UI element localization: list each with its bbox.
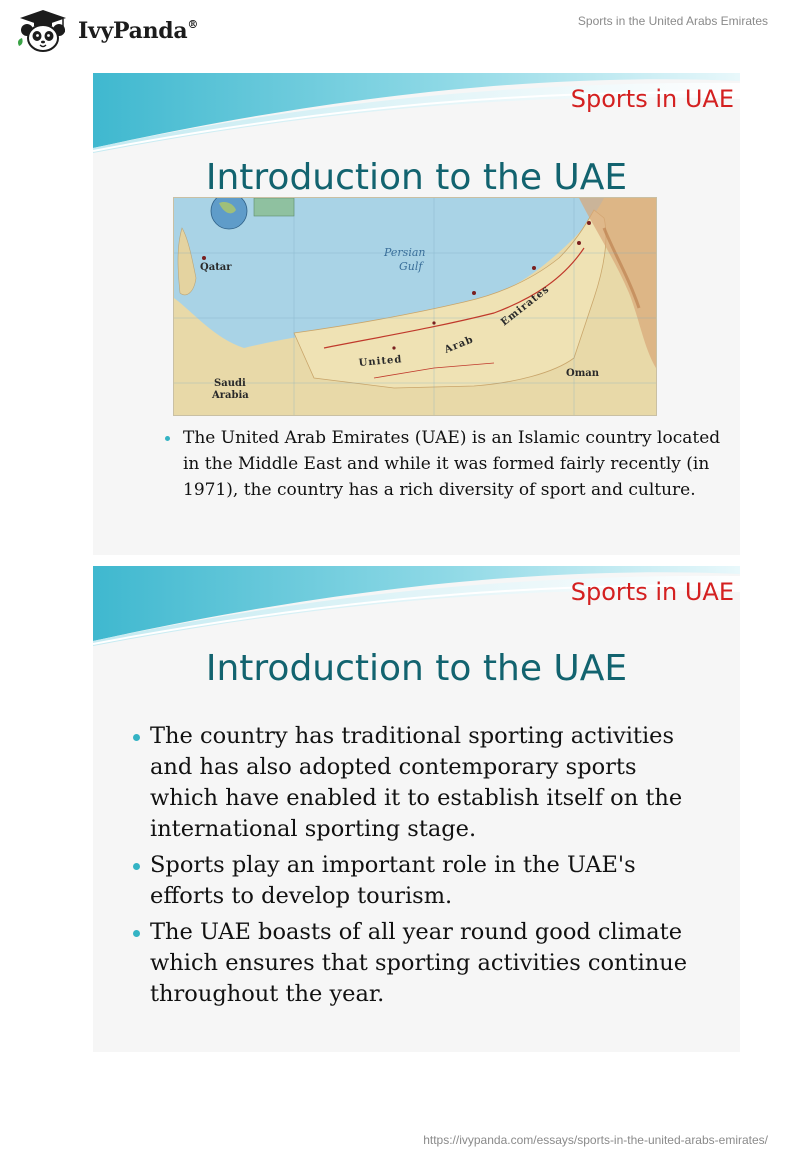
document-title: Sports in the United Arabs Emirates — [577, 14, 768, 28]
bullet-item: The UAE boasts of all year round good climate which ensures that sporting activities continue throughout the year. — [150, 917, 710, 1010]
footer-url-link[interactable]: https://ivypanda.com/essays/sports-in-the-united-arabs-emirates/ — [423, 1133, 768, 1147]
panda-mascot-icon — [14, 8, 72, 54]
bullet-item: The United Arab Emirates (UAE) is an Islamic country located in the Middle East and while it was formed fairly recently (in 1971), the country has a rich diversity of sport and culture. — [183, 425, 723, 503]
page-header — [0, 0, 800, 60]
bullet-dot-icon — [133, 930, 140, 937]
slide-2 — [93, 566, 740, 1052]
map-label-persian: Persian — [384, 246, 426, 259]
map-label-gulf: Gulf — [399, 260, 423, 273]
slide-heading: Introduction to the UAE — [205, 157, 628, 198]
slide-2-bullet-list — [150, 721, 710, 1015]
slide-tag: Sports in UAE — [570, 578, 734, 606]
map-label-qatar: Qatar — [200, 262, 232, 273]
slide-1 — [93, 73, 740, 555]
slide-1-bullet-list — [183, 425, 723, 503]
brand-logo[interactable] — [14, 8, 198, 54]
slide-heading: Introduction to the UAE — [205, 648, 628, 689]
registered-mark: ® — [187, 17, 199, 31]
map-label-arabia: Arabia — [212, 390, 249, 401]
map-label-arab: Arab — [443, 334, 476, 356]
bullet-dot-icon — [165, 436, 170, 441]
bullet-dot-icon — [133, 734, 140, 741]
slide-tag: Sports in UAE — [570, 85, 734, 113]
uae-map-image — [173, 197, 657, 416]
map-label-united: United — [358, 354, 403, 369]
bullet-dot-icon — [133, 863, 140, 870]
bullet-item: Sports play an important role in the UAE's efforts to develop tourism. — [150, 850, 710, 912]
map-label-emirates: Emirates — [499, 283, 552, 329]
map-label-saudi: Saudi — [214, 378, 246, 389]
brand-name: IvyPanda® — [78, 17, 199, 44]
map-label-oman: Oman — [566, 368, 600, 379]
bullet-item: The country has traditional sporting activities and has also adopted contemporary sports which have enabled it to establish itself on the international sporting stage. — [150, 721, 710, 845]
